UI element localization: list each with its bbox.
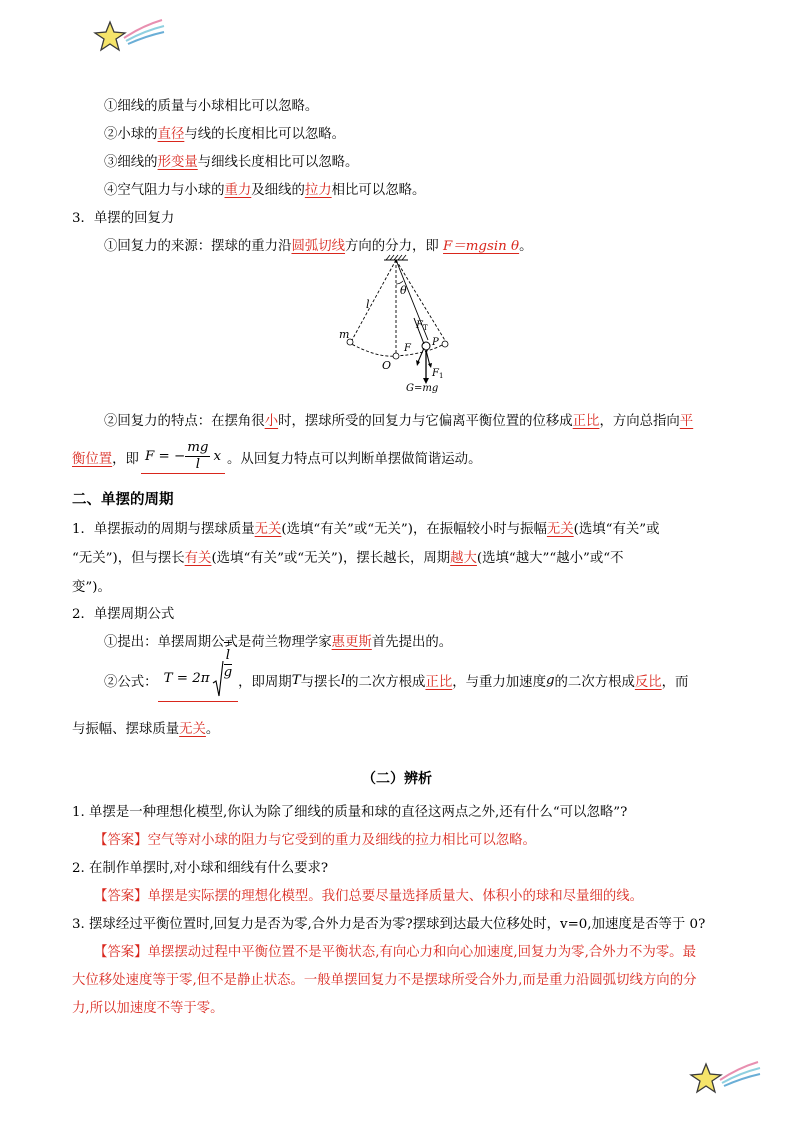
label-m: m bbox=[339, 328, 350, 341]
period-p2-formula-line2 bbox=[72, 718, 219, 737]
question-1: 1. 单摆是一种理想化模型,你认为除了细线的质量和球的直径这两点之外,还有什么“可以忽略”? bbox=[72, 805, 628, 820]
label-theta: θ bbox=[400, 284, 407, 297]
var-T: T bbox=[291, 672, 301, 688]
period-p1-line2 bbox=[72, 547, 624, 566]
text: 相比可以忽略。 bbox=[331, 183, 426, 198]
sqrt-icon bbox=[212, 659, 224, 699]
text: ②公式： bbox=[104, 674, 158, 690]
numerator: mg bbox=[187, 440, 209, 455]
label-FT: F bbox=[416, 320, 423, 331]
text: ②回复力的特点：在摆角很 bbox=[104, 414, 265, 429]
numerator: l bbox=[224, 648, 233, 665]
period-p1-line3: 变”)。 bbox=[72, 580, 111, 595]
period-p2-formula-line bbox=[104, 648, 689, 704]
var-g: g bbox=[545, 672, 555, 688]
fill-blank: 反比 bbox=[634, 674, 662, 690]
label-G: G=mg bbox=[406, 383, 439, 394]
answer-3-line1 bbox=[94, 941, 696, 960]
fill-blank: 衡位置 bbox=[72, 451, 113, 467]
restoring-feature-line2 bbox=[72, 436, 481, 478]
text: 。 bbox=[519, 239, 533, 254]
label-F: F bbox=[404, 343, 411, 354]
text: (选填“有关”或“无关”)，摆长越长，周期 bbox=[211, 551, 451, 566]
pendulum-diagram bbox=[336, 254, 456, 396]
label-F1: F bbox=[432, 368, 439, 379]
condition-3 bbox=[104, 151, 358, 170]
condition-1: ①细线的质量与小球相比可以忽略。 bbox=[104, 99, 319, 114]
text: 与细线长度相比可以忽略。 bbox=[197, 155, 359, 170]
fill-blank: 圆弧切线 bbox=[291, 239, 346, 254]
text: 及细线的 bbox=[251, 183, 305, 198]
denominator: g bbox=[223, 665, 233, 680]
fill-blank: 无关 bbox=[546, 522, 574, 537]
section-title-period: 二、单摆的周期 bbox=[72, 492, 174, 508]
period-p2-proposer bbox=[104, 631, 452, 650]
formula-fraction bbox=[224, 648, 233, 681]
text: 与摆长 bbox=[300, 674, 341, 690]
formula-lhs: F = − bbox=[144, 449, 186, 464]
label-O: O bbox=[382, 359, 392, 372]
condition-4 bbox=[104, 179, 425, 198]
text: “无关”)，但与摆长 bbox=[72, 551, 185, 566]
text: (选填“越大”“越小”或“不 bbox=[476, 551, 624, 566]
fill-blank: 正比 bbox=[572, 414, 600, 429]
answer-3-line3: 力,所以加速度不等于零。 bbox=[72, 1001, 224, 1016]
restoring-source bbox=[104, 235, 532, 254]
answer-tag: 【答案】 bbox=[94, 889, 148, 904]
answer-tag: 【答案】 bbox=[94, 945, 148, 960]
fill-blank: 平 bbox=[679, 414, 694, 429]
text: 的二次方根成 bbox=[554, 674, 635, 690]
fill-blank: 无关 bbox=[254, 522, 282, 537]
fill-blank: 惠更斯 bbox=[331, 635, 372, 650]
text: 。从回复力特点可以判断单摆做简谐运动。 bbox=[227, 451, 482, 467]
answer-text: 单摆是实际摆的理想化模型。我们总要尽量选择质量大、体积小的球和尽量细的线。 bbox=[147, 889, 644, 904]
period-p1-line1 bbox=[72, 518, 660, 537]
label-F1-sub: 1 bbox=[439, 372, 444, 380]
label-l: l bbox=[366, 298, 370, 311]
var-l: l bbox=[340, 672, 346, 688]
restoring-feature-line1 bbox=[104, 410, 693, 429]
text: ④空气阻力与小球的 bbox=[104, 183, 225, 198]
fill-blank: 拉力 bbox=[304, 183, 332, 198]
text: (选填“有关”或“无关”)，在振幅较小时与振幅 bbox=[281, 522, 547, 537]
text: ，与重力加速度 bbox=[452, 674, 546, 690]
formula-lhs: T = 2π bbox=[163, 671, 210, 686]
text: 。 bbox=[205, 722, 220, 737]
question-3: 3. 摆球经过平衡位置时,回复力是否为零,合外力是否为零?摆球到达最大位移处时，v=0,加速度是否等于 0? bbox=[72, 917, 706, 932]
label-P: P bbox=[432, 337, 439, 348]
text: ②小球的 bbox=[104, 127, 158, 142]
answer-text: 空气等对小球的阻力与它受到的重力及细线的拉力相比可以忽略。 bbox=[147, 833, 536, 848]
text: ①提出：单摆周期公式是荷兰物理学家 bbox=[104, 635, 332, 650]
fill-blank: 越大 bbox=[450, 551, 477, 566]
text: 时，摆球所受的回复力与它偏离平衡位置的位移成 bbox=[278, 414, 573, 429]
formula-fraction bbox=[185, 440, 210, 473]
fill-blank-formula: F＝mgsin θ bbox=[443, 239, 520, 254]
formula-var: x bbox=[213, 449, 222, 464]
text: 的二次方根成 bbox=[345, 674, 426, 690]
fill-blank: 小 bbox=[264, 414, 279, 429]
answer-tag: 【答案】 bbox=[94, 833, 148, 848]
formula-period bbox=[158, 648, 239, 702]
text: ，而 bbox=[661, 674, 689, 690]
text: ③细线的 bbox=[104, 155, 158, 170]
text: 首先提出的。 bbox=[371, 635, 453, 650]
text: ①回复力的来源：摆球的重力沿 bbox=[104, 239, 292, 254]
text: (选填“有关”或 bbox=[573, 522, 660, 537]
label-FT-sub: T bbox=[423, 324, 428, 332]
period-p2-heading: 2．单摆周期公式 bbox=[72, 607, 175, 622]
text: 与线的长度相比可以忽略。 bbox=[184, 127, 346, 142]
text: 1．单摆振动的周期与摆球质量 bbox=[72, 522, 255, 537]
section-title-analysis: （二）辨析 bbox=[362, 771, 432, 787]
star-decoration-icon bbox=[688, 1058, 762, 1098]
fill-blank: 无关 bbox=[179, 722, 206, 737]
question-2: 2. 在制作单摆时,对小球和细线有什么要求? bbox=[72, 861, 329, 876]
text: ，即 bbox=[112, 451, 139, 467]
text: ，即周期 bbox=[238, 674, 292, 690]
text: 与振幅、摆球质量 bbox=[72, 722, 180, 737]
fill-blank: 形变量 bbox=[157, 155, 198, 170]
formula-restoring-force bbox=[141, 440, 225, 474]
answer-1 bbox=[94, 829, 536, 848]
section-heading-restoring: 3．单摆的回复力 bbox=[72, 211, 175, 226]
answer-3-line2: 大位移处速度等于零,但不是静止状态。一般单摆回复力不是摆球所受合外力,而是重力沿圆弧切线方向的分 bbox=[72, 973, 697, 988]
sqrt-body bbox=[224, 642, 233, 681]
condition-2 bbox=[104, 123, 345, 142]
fill-blank: 直径 bbox=[157, 127, 185, 142]
text: ，方向总指向 bbox=[599, 414, 680, 429]
denominator: l bbox=[195, 457, 200, 472]
fill-blank: 有关 bbox=[184, 551, 212, 566]
answer-text: 单摆摆动过程中平衡位置不是平衡状态,有向心力和向心加速度,回复力为零,合外力不为零。最 bbox=[147, 945, 696, 960]
answer-2 bbox=[94, 885, 643, 904]
fill-blank: 正比 bbox=[425, 674, 453, 690]
star-decoration-icon bbox=[92, 16, 166, 56]
text: 方向的分力，即 bbox=[345, 239, 444, 254]
fill-blank: 重力 bbox=[224, 183, 252, 198]
